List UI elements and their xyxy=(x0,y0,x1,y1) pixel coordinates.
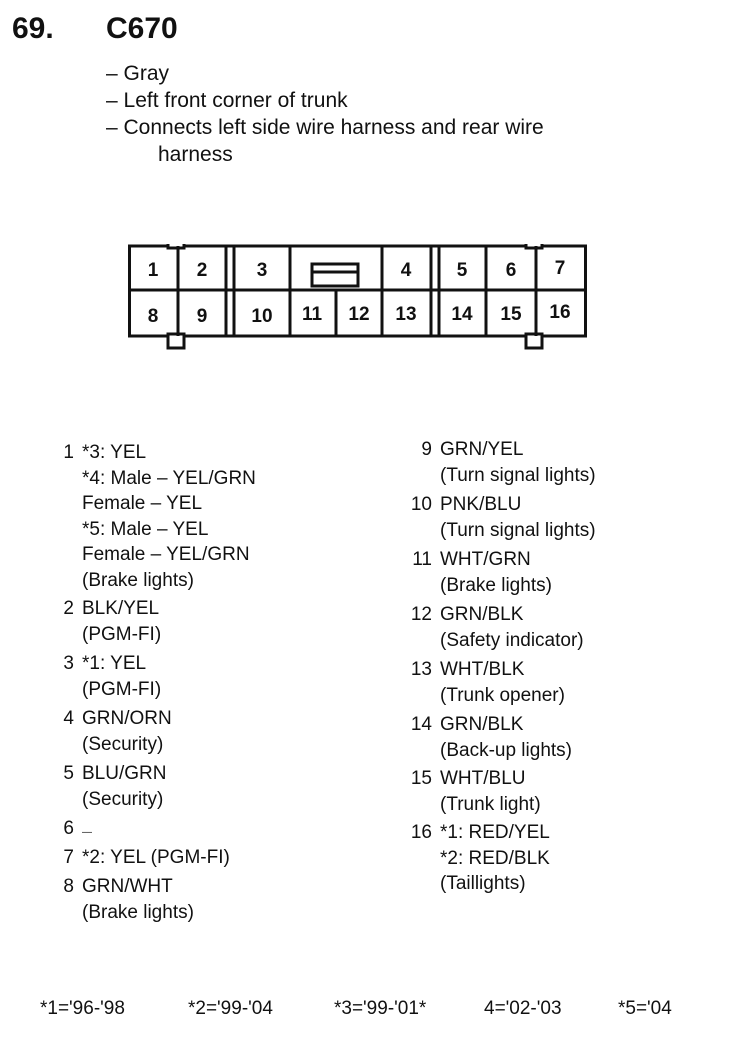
connector-tab xyxy=(168,334,184,348)
pin-detail-line: Female – YEL/GRN xyxy=(82,544,250,565)
pin-detail-line: (Security) xyxy=(82,733,164,755)
pin-detail-line: (PGM-FI) xyxy=(82,623,162,645)
connector-pin-label: 16 xyxy=(549,302,571,323)
pin-detail-line: GRN/BLK xyxy=(440,714,524,735)
pin-detail-line: GRN/ORN xyxy=(82,708,172,729)
pin-detail-line: GRN/YEL xyxy=(440,439,524,460)
pin-detail-line: *2: YEL (PGM-FI) xyxy=(82,847,230,868)
pin-number: 2 xyxy=(63,598,74,619)
pin-detail-line: — xyxy=(82,827,92,838)
pin-detail-line: BLK/YEL xyxy=(82,598,160,619)
description-line: – Gray xyxy=(106,62,170,85)
pin-details xyxy=(440,437,596,488)
connector-pin-label: 8 xyxy=(147,306,159,327)
connector-pin-label: 1 xyxy=(147,260,159,281)
pin-detail-line: *4: Male – YEL/GRN xyxy=(82,467,256,489)
pin-details xyxy=(440,547,552,598)
connector-pin-label: 9 xyxy=(196,306,208,327)
pin-number: 3 xyxy=(63,653,74,674)
pin-detail-line: WHT/BLK xyxy=(440,659,525,680)
pin-detail-line: (Safety indicator) xyxy=(440,629,584,651)
pin-detail-line: *1: YEL xyxy=(82,653,147,674)
pin-number: 4 xyxy=(63,708,74,729)
pin-detail-line: (Security) xyxy=(82,788,164,810)
footnote: *1='96-'98 xyxy=(40,998,125,1019)
pin-detail-line: (Brake lights) xyxy=(440,574,552,596)
connector-tab xyxy=(526,244,542,248)
pin-number: 1 xyxy=(63,442,74,463)
pin-number: 9 xyxy=(421,439,432,460)
pin-details xyxy=(440,657,565,708)
connector-pin-label: 15 xyxy=(500,304,522,325)
connector-pin-label: 7 xyxy=(554,258,566,279)
pin-detail-line: (Back-up lights) xyxy=(440,739,572,761)
description-line: harness xyxy=(158,143,233,166)
connector-id: C670 xyxy=(106,12,178,45)
pin-details xyxy=(82,820,92,846)
pin-detail-line: (Turn signal lights) xyxy=(440,464,596,486)
pin-details xyxy=(82,874,194,925)
pin-detail-line: (Trunk opener) xyxy=(440,684,565,706)
pin-details xyxy=(82,706,172,757)
pin-detail-line: (Trunk light) xyxy=(440,793,541,815)
pin-number: 13 xyxy=(410,659,432,680)
pin-details xyxy=(440,602,584,653)
pin-detail-line: WHT/GRN xyxy=(440,549,531,570)
pin-detail-line: (PGM-FI) xyxy=(82,678,162,700)
pin-number: 16 xyxy=(410,822,432,843)
description-line: – Left front corner of trunk xyxy=(106,89,348,112)
pin-details xyxy=(82,845,230,871)
pin-number: 11 xyxy=(412,549,432,570)
connector-key xyxy=(312,264,358,286)
pin-detail-line: (Brake lights) xyxy=(82,569,194,591)
connector-tab xyxy=(526,334,542,348)
pin-details xyxy=(82,651,161,702)
connector-pin-label: 2 xyxy=(196,260,208,281)
connector-pin-label: 14 xyxy=(451,304,473,325)
connector-tab xyxy=(168,244,184,248)
pin-detail-line: *1: RED/YEL xyxy=(440,822,550,843)
pin-detail-line: *2: RED/BLK xyxy=(440,847,550,869)
connector-pin-label: 5 xyxy=(456,260,468,281)
pin-number: 6 xyxy=(63,818,74,839)
description-line: – Connects left side wire harness and rear wire xyxy=(106,116,544,139)
footnote: *3='99-'01* xyxy=(334,998,427,1019)
connector-pin-label: 11 xyxy=(301,304,323,325)
pin-details xyxy=(440,492,596,543)
pin-details xyxy=(82,440,256,593)
pin-detail-line: PNK/BLU xyxy=(440,494,522,515)
pin-number: 7 xyxy=(63,847,74,868)
pin-detail-line: Female – YEL xyxy=(82,493,203,514)
pin-number: 10 xyxy=(410,494,432,515)
pin-detail-line: (Brake lights) xyxy=(82,901,194,923)
pin-details xyxy=(440,712,572,763)
footnote: 4='02-'03 xyxy=(484,998,562,1019)
pin-detail-line: BLU/GRN xyxy=(82,763,167,784)
pin-detail-line: (Turn signal lights) xyxy=(440,519,596,541)
connector-pin-label: 13 xyxy=(395,304,417,325)
pin-detail-line: *3: YEL xyxy=(82,442,147,463)
footnote: *2='99-'04 xyxy=(188,998,273,1019)
pin-details xyxy=(440,820,550,897)
connector-pin-label: 3 xyxy=(256,260,268,281)
pin-detail-line: *5: Male – YEL xyxy=(82,518,209,540)
connector-description xyxy=(106,60,544,168)
footnote: *5='04 xyxy=(618,998,672,1019)
pin-details xyxy=(440,766,541,817)
connector-pin-label: 10 xyxy=(251,306,273,327)
pin-number: 14 xyxy=(410,714,432,735)
pin-number: 12 xyxy=(410,604,432,625)
pin-details xyxy=(82,761,166,812)
pin-detail-line: GRN/BLK xyxy=(440,604,524,625)
connector-pin-label: 4 xyxy=(400,260,412,281)
connector-pin-label: 12 xyxy=(348,304,370,325)
pin-detail-line: GRN/WHT xyxy=(82,876,173,897)
item-number: 69. xyxy=(12,12,54,45)
connector-diagram xyxy=(128,244,590,356)
pin-details xyxy=(82,596,161,647)
pin-detail-line: (Taillights) xyxy=(440,873,526,894)
connector-pin-label: 6 xyxy=(505,260,517,281)
pin-detail-line: WHT/BLU xyxy=(440,768,526,789)
pin-number: 8 xyxy=(63,876,74,897)
pin-number: 15 xyxy=(410,768,432,789)
pin-number: 5 xyxy=(63,763,74,784)
